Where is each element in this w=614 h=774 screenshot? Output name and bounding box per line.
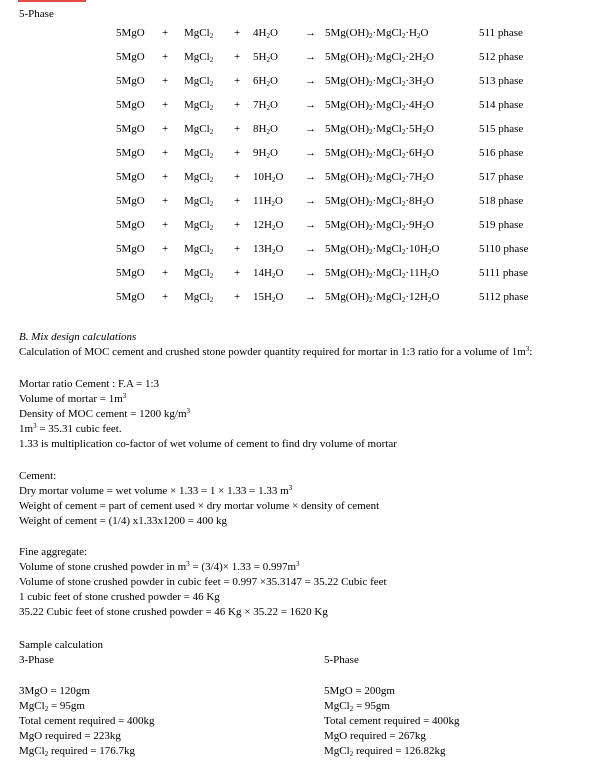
reactant-mgcl2: MgCl$_2$: [184, 171, 214, 184]
plus-sign: +: [234, 51, 241, 63]
plus-sign: +: [162, 51, 169, 63]
plus-sign: +: [162, 195, 169, 207]
reactant-mgo: 5MgO: [116, 291, 145, 303]
plus-sign: +: [162, 171, 169, 183]
reactant-mgo: 5MgO: [116, 147, 145, 159]
phase-label: 519 phase: [479, 219, 524, 231]
top-rule: [18, 0, 86, 2]
product-formula: $5Mg(OH)_2\cdot MgCl_2\cdot 10H_2O$: [325, 243, 440, 256]
plus-sign: +: [234, 171, 241, 183]
phase-label: 5110 phase: [479, 243, 529, 255]
reactant-mgcl2: MgCl$_2$: [184, 51, 214, 64]
reactant-mgo: 5MgO: [116, 267, 145, 279]
plus-sign: +: [234, 291, 241, 303]
phase-label: 515 phase: [479, 123, 524, 135]
reactant-water: $14H_2O$: [253, 267, 284, 280]
plus-sign: +: [162, 291, 169, 303]
plus-sign: +: [162, 267, 169, 279]
plus-sign: +: [162, 99, 169, 111]
reaction-row: [0, 147, 614, 163]
product-formula: $5Mg(OH)_2\cdot MgCl_2\cdot 5H_2O$: [325, 123, 434, 136]
cement-heading: Cement:: [19, 470, 57, 482]
plus-sign: +: [234, 27, 241, 39]
left-mgo: 3MgO = 120gm: [19, 685, 90, 697]
plus-sign: +: [162, 27, 169, 39]
product-formula: $5Mg(OH)_2\cdot MgCl_2\cdot 6H_2O$: [325, 147, 434, 160]
plus-sign: +: [162, 147, 169, 159]
weight-definition: Weight of cement = part of cement used × dry mortar volume × density of cement: [19, 500, 380, 512]
reactant-mgo: 5MgO: [116, 99, 145, 111]
reactant-mgcl2: MgCl$_2$: [184, 99, 214, 112]
weight-value: Weight of cement = (1/4) x1.33x1200 = 400 kg: [19, 515, 227, 527]
reactant-mgo: 5MgO: [116, 195, 145, 207]
left-total: Total cement required = 400kg: [19, 715, 155, 727]
left-mgo-required: MgO required = 223kg: [19, 730, 121, 742]
arrow-icon: →: [305, 147, 316, 159]
phase-label: 513 phase: [479, 75, 524, 87]
stone-volume-cf: Volume of stone crushed powder in cubic feet = 0.997 ×35.3147 = 35.22 Cubic feet: [19, 576, 387, 588]
arrow-icon: →: [305, 75, 316, 87]
reactant-mgcl2: MgCl$_2$: [184, 75, 214, 88]
sample-left: [19, 685, 155, 760]
reactant-mgcl2: MgCl$_2$: [184, 123, 214, 136]
reaction-row: [0, 75, 614, 91]
right-mgo: 5MgO = 200gm: [324, 685, 395, 697]
sample-right: [324, 685, 460, 760]
phase-label: 518 phase: [479, 195, 524, 207]
reaction-row: [0, 267, 614, 283]
product-formula: $5Mg(OH)_2\cdot MgCl_2\cdot 3H_2O$: [325, 75, 434, 88]
arrow-icon: →: [305, 195, 316, 207]
reactant-mgcl2: MgCl$_2$: [184, 147, 214, 160]
plus-sign: +: [234, 123, 241, 135]
right-mgcl: MgCl$_2$ = 95gm: [324, 700, 390, 713]
reactant-mgo: 5MgO: [116, 51, 145, 63]
right-mgcl-required: MgCl$_2$ required = 126.82kg: [324, 745, 446, 758]
reactant-water: $5H_2O$: [253, 51, 278, 64]
section-heading: B. Mix design calculations: [19, 331, 137, 343]
arrow-icon: →: [305, 51, 316, 63]
arrow-icon: →: [305, 267, 316, 279]
reaction-row: [0, 195, 614, 211]
fine-heading: Fine aggregate:: [19, 546, 88, 558]
right-mgo-required: MgO required = 267kg: [324, 730, 426, 742]
phase-title: 5-Phase: [19, 8, 54, 20]
cofactor-note: 1.33 is multiplication co-factor of wet volume of cement to find dry volume of mortar: [19, 438, 397, 450]
right-total: Total cement required = 400kg: [324, 715, 460, 727]
reactant-water: $4H_2O$: [253, 27, 278, 40]
mortar-params: [19, 378, 397, 453]
product-formula: $5Mg(OH)_2\cdot MgCl_2\cdot 11H_2O$: [325, 267, 439, 280]
reactant-water: $9H_2O$: [253, 147, 278, 160]
cement-section: [19, 470, 379, 530]
mix-design-section: [19, 331, 532, 361]
arrow-icon: →: [305, 123, 316, 135]
plus-sign: +: [234, 243, 241, 255]
plus-sign: +: [162, 123, 169, 135]
arrow-icon: →: [305, 291, 316, 303]
plus-sign: +: [234, 75, 241, 87]
product-formula: $5Mg(OH)_2\cdot MgCl_2\cdot 12H_2O$: [325, 291, 440, 304]
reactant-water: $6H_2O$: [253, 75, 278, 88]
arrow-icon: →: [305, 99, 316, 111]
reaction-row: [0, 51, 614, 67]
arrow-icon: →: [305, 219, 316, 231]
reaction-row: [0, 243, 614, 259]
dry-volume: Dry mortar volume = wet volume × 1.33 = 1 × 1.33 = 1.33 $m^3$: [19, 484, 293, 497]
reactant-mgo: 5MgO: [116, 27, 145, 39]
reaction-row: [0, 27, 614, 43]
plus-sign: +: [234, 267, 241, 279]
reaction-row: [0, 99, 614, 115]
reactant-mgo: 5MgO: [116, 123, 145, 135]
reactant-mgo: 5MgO: [116, 171, 145, 183]
plus-sign: +: [234, 195, 241, 207]
left-mgcl: MgCl$_2$ = 95gm: [19, 700, 85, 713]
phase-label: 5111 phase: [479, 267, 528, 279]
sample-heading: Sample calculation: [19, 639, 103, 651]
reactant-mgo: 5MgO: [116, 243, 145, 255]
reactant-mgcl2: MgCl$_2$: [184, 219, 214, 232]
product-formula: $5Mg(OH)_2\cdot MgCl_2\cdot 9H_2O$: [325, 219, 434, 232]
sample-right-title: 5-Phase: [324, 654, 359, 666]
sample-heading-block: [19, 639, 103, 669]
reactant-mgcl2: MgCl$_2$: [184, 195, 214, 208]
reactant-water: $13H_2O$: [253, 243, 284, 256]
plus-sign: +: [234, 147, 241, 159]
plus-sign: +: [234, 219, 241, 231]
plus-sign: +: [162, 219, 169, 231]
phase-label: 517 phase: [479, 171, 524, 183]
left-mgcl-required: MgCl$_2$ required = 176.7kg: [19, 745, 136, 758]
phase-label: 511 phase: [479, 27, 523, 39]
mortar-volume: Volume of mortar = $1m^3$: [19, 392, 127, 405]
product-formula: $5Mg(OH)_2\cdot MgCl_2\cdot 2H_2O$: [325, 51, 434, 64]
intro-text: Calculation of MOC cement and crushed stone powder quantity required for mortar in 1:3 ratio for a volume of $1m^3$:: [19, 345, 533, 358]
arrow-icon: →: [305, 27, 316, 39]
phase-label: 516 phase: [479, 147, 524, 159]
reactant-water: $15H_2O$: [253, 291, 284, 304]
product-formula: $5Mg(OH)_2\cdot MgCl_2\cdot 7H_2O$: [325, 171, 434, 184]
sample-right-title-block: [324, 654, 359, 669]
arrow-icon: →: [305, 171, 316, 183]
cubic-conversion: $1m^3 = 35.31$ cubic feet.: [19, 422, 122, 435]
product-formula: $5Mg(OH)_2\cdot MgCl_2\cdot H_2O$: [325, 27, 429, 40]
plus-sign: +: [234, 99, 241, 111]
reactant-mgcl2: MgCl$_2$: [184, 243, 214, 256]
plus-sign: +: [162, 243, 169, 255]
reactant-mgcl2: MgCl$_2$: [184, 27, 214, 40]
plus-sign: +: [162, 75, 169, 87]
reaction-row: [0, 171, 614, 187]
product-formula: $5Mg(OH)_2\cdot MgCl_2\cdot 8H_2O$: [325, 195, 434, 208]
phase-label: 512 phase: [479, 51, 524, 63]
reactant-mgcl2: MgCl$_2$: [184, 291, 214, 304]
phase-label: 514 phase: [479, 99, 524, 111]
reactant-water: $11H_2O$: [253, 195, 283, 208]
reaction-row: [0, 219, 614, 235]
arrow-icon: →: [305, 243, 316, 255]
reactant-mgcl2: MgCl$_2$: [184, 267, 214, 280]
reaction-row: [0, 123, 614, 139]
fine-aggregate-section: [19, 546, 387, 621]
reactant-water: $12H_2O$: [253, 219, 284, 232]
reactant-water: $10H_2O$: [253, 171, 284, 184]
reactant-water: $8H_2O$: [253, 123, 278, 136]
phase-label: 5112 phase: [479, 291, 529, 303]
sample-left-title: 3-Phase: [19, 654, 54, 666]
reactant-mgo: 5MgO: [116, 75, 145, 87]
mortar-ratio: Mortar ratio Cement : F.A = 1:3: [19, 378, 160, 390]
reactant-water: $7H_2O$: [253, 99, 278, 112]
reactant-mgo: 5MgO: [116, 219, 145, 231]
stone-unit-weight: 1 cubic feet of stone crushed powder = 46 Kg: [19, 591, 220, 603]
stone-total-weight: 35.22 Cubic feet of stone crushed powder = 46 Kg × 35.22 = 1620 Kg: [19, 606, 328, 618]
reaction-row: [0, 291, 614, 307]
stone-volume-m3: Volume of stone crushed powder in $m^3 = (3/4)\times 1.33 = 0.997m^3$: [19, 560, 300, 573]
product-formula: $5Mg(OH)_2\cdot MgCl_2\cdot 4H_2O$: [325, 99, 434, 112]
moc-density: Density of MOC cement = 1200 $kg/m^3$: [19, 407, 191, 420]
